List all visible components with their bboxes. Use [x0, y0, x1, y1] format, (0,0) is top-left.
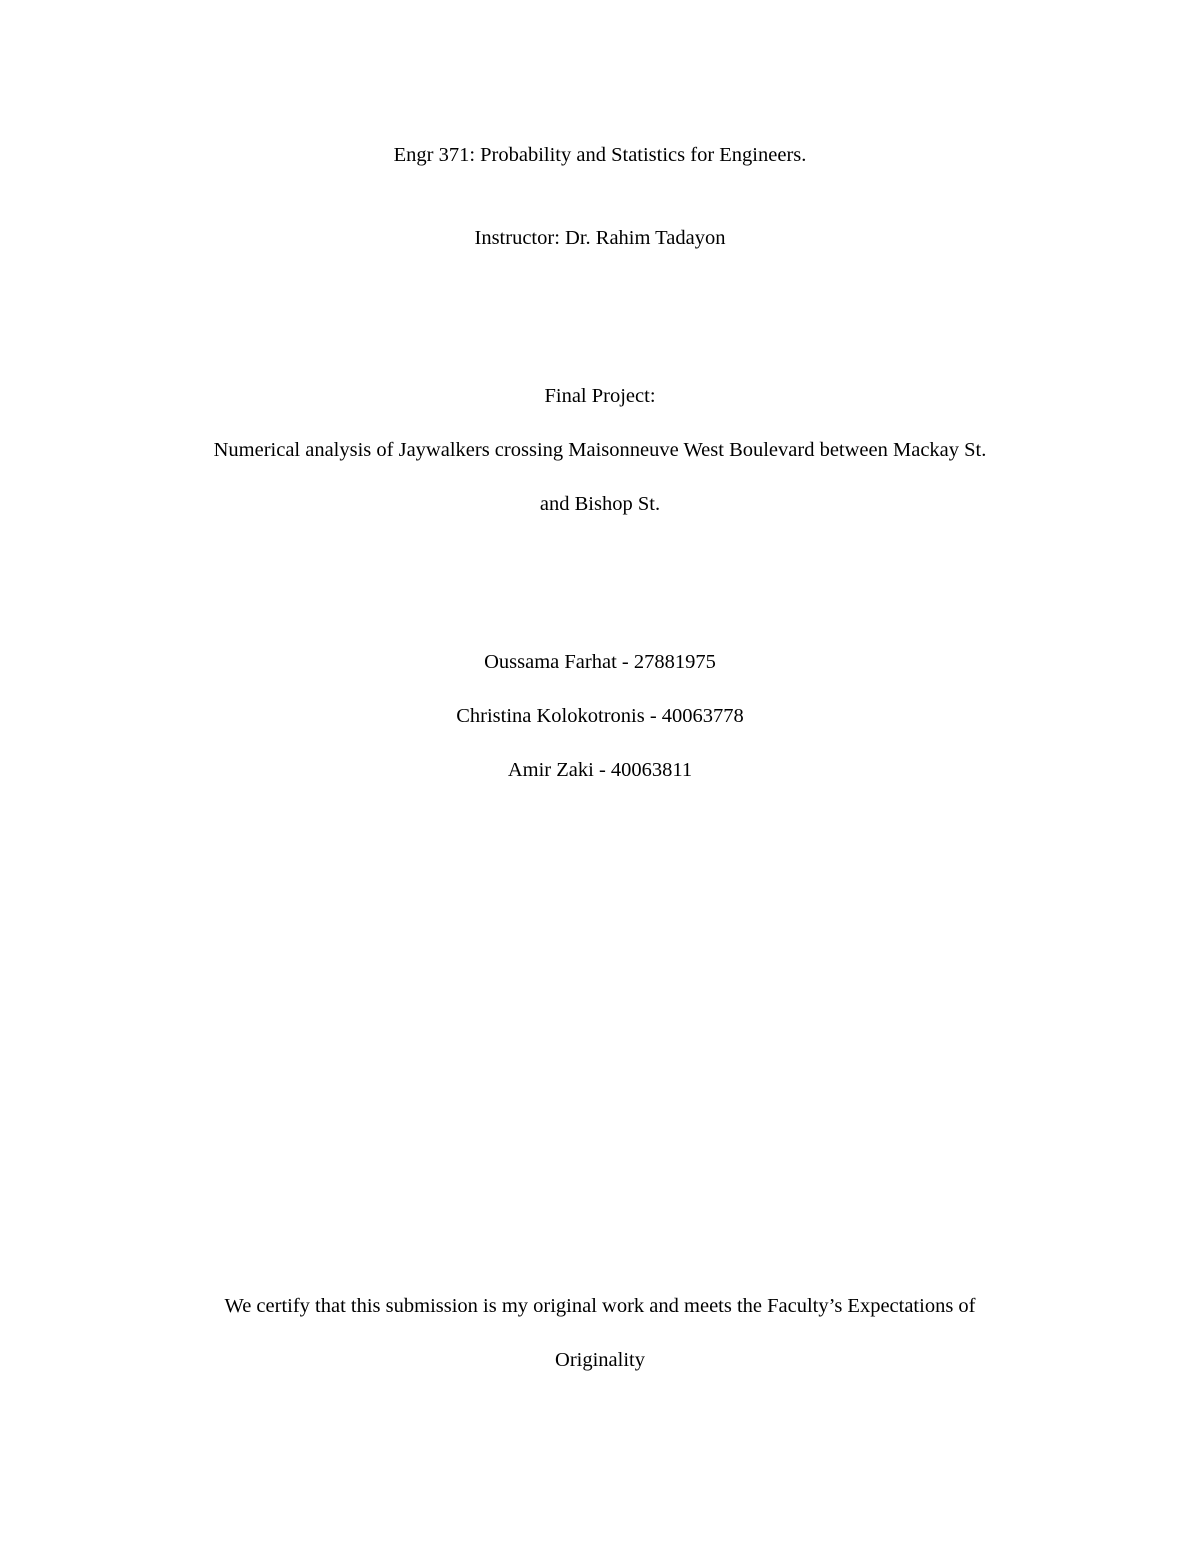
certification-line-1: We certify that this submission is my original work and meets the Faculty’s Expectations of	[224, 1295, 976, 1317]
course-title: Engr 371: Probability and Statistics for Engineers.	[393, 144, 807, 166]
certification-line-2: Originality	[555, 1349, 645, 1371]
project-title-line-2: and Bishop St.	[539, 493, 661, 515]
instructor-line: Instructor: Dr. Rahim Tadayon	[474, 227, 726, 249]
author-1: Oussama Farhat - 27881975	[484, 651, 716, 673]
author-3: Amir Zaki - 40063811	[507, 759, 693, 781]
project-heading: Final Project:	[544, 385, 656, 407]
project-title-line-1: Numerical analysis of Jaywalkers crossing Maisonneuve West Boulevard between Mackay St.	[213, 439, 987, 461]
author-2: Christina Kolokotronis - 40063778	[456, 705, 744, 727]
